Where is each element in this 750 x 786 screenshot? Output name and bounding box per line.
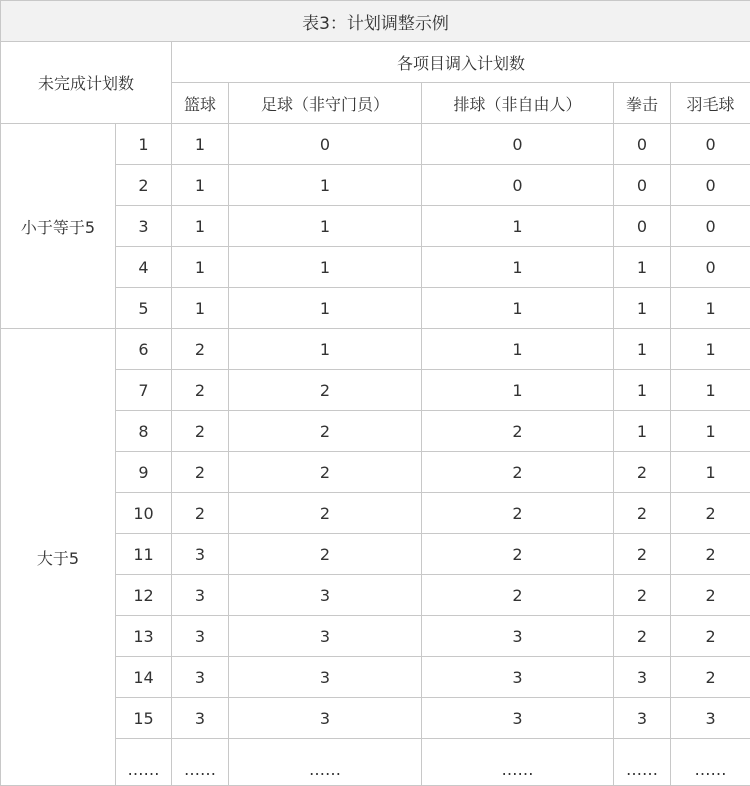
table-row (1, 124, 750, 165)
boxing-value-cell: 2 (614, 616, 671, 657)
volleyball-value-cell: 1 (422, 288, 614, 329)
boxing-value-cell: 2 (614, 452, 671, 493)
football-value-cell: 3 (229, 698, 422, 739)
ellipsis-cell: …… (229, 739, 422, 786)
football-value-cell: 0 (229, 124, 422, 165)
basketball-value-cell: 2 (172, 452, 229, 493)
badminton-value-cell: 1 (671, 288, 750, 329)
badminton-value-cell: 0 (671, 247, 750, 288)
unfinished-count-cell: 6 (116, 329, 172, 370)
unfinished-count-cell: 10 (116, 493, 172, 534)
group-label-le5: 小于等于5 (1, 124, 116, 329)
boxing-value-cell: 1 (614, 411, 671, 452)
football-value-cell: 2 (229, 534, 422, 575)
badminton-value-cell: 1 (671, 452, 750, 493)
basketball-value-cell: 3 (172, 657, 229, 698)
football-value-cell: 3 (229, 575, 422, 616)
sport-header-football: 足球（非守门员） (229, 83, 422, 124)
unfinished-header: 未完成计划数 (1, 42, 172, 124)
boxing-value-cell: 2 (614, 575, 671, 616)
badminton-value-cell: 0 (671, 124, 750, 165)
football-value-cell: 1 (229, 206, 422, 247)
volleyball-value-cell: 0 (422, 165, 614, 206)
basketball-value-cell: 3 (172, 698, 229, 739)
ellipsis-cell: …… (172, 739, 229, 786)
boxing-value-cell: 0 (614, 206, 671, 247)
basketball-value-cell: 1 (172, 124, 229, 165)
badminton-value-cell: 2 (671, 534, 750, 575)
boxing-value-cell: 2 (614, 493, 671, 534)
volleyball-value-cell: 1 (422, 206, 614, 247)
unfinished-count-cell: 13 (116, 616, 172, 657)
badminton-value-cell: 3 (671, 698, 750, 739)
boxing-value-cell: 1 (614, 288, 671, 329)
badminton-value-cell: 2 (671, 575, 750, 616)
volleyball-value-cell: 1 (422, 329, 614, 370)
football-value-cell: 3 (229, 616, 422, 657)
boxing-value-cell: 0 (614, 124, 671, 165)
sport-header-badminton: 羽毛球 (671, 83, 750, 124)
ellipsis-cell: …… (116, 739, 172, 786)
volleyball-value-cell: 3 (422, 657, 614, 698)
basketball-value-cell: 3 (172, 575, 229, 616)
sport-header-boxing: 拳击 (614, 83, 671, 124)
unfinished-count-cell: 14 (116, 657, 172, 698)
boxing-value-cell: 1 (614, 329, 671, 370)
boxing-value-cell: 0 (614, 165, 671, 206)
basketball-value-cell: 2 (172, 493, 229, 534)
football-value-cell: 2 (229, 411, 422, 452)
badminton-value-cell: 2 (671, 493, 750, 534)
basketball-value-cell: 1 (172, 165, 229, 206)
badminton-value-cell: 0 (671, 165, 750, 206)
football-value-cell: 2 (229, 452, 422, 493)
badminton-value-cell: 0 (671, 206, 750, 247)
basketball-value-cell: 3 (172, 616, 229, 657)
unfinished-count-cell: 7 (116, 370, 172, 411)
unfinished-count-cell: 1 (116, 124, 172, 165)
table-row (1, 329, 750, 370)
unfinished-count-cell: 2 (116, 165, 172, 206)
badminton-value-cell: 1 (671, 411, 750, 452)
badminton-value-cell: 1 (671, 370, 750, 411)
table-title: 表3：计划调整示例 (1, 1, 750, 42)
ellipsis-cell: …… (671, 739, 750, 786)
basketball-value-cell: 1 (172, 206, 229, 247)
basketball-value-cell: 2 (172, 329, 229, 370)
volleyball-value-cell: 1 (422, 247, 614, 288)
volleyball-value-cell: 2 (422, 452, 614, 493)
volleyball-value-cell: 3 (422, 698, 614, 739)
volleyball-value-cell: 0 (422, 124, 614, 165)
volleyball-value-cell: 2 (422, 534, 614, 575)
unfinished-count-cell: 9 (116, 452, 172, 493)
ellipsis-cell: …… (614, 739, 671, 786)
football-value-cell: 1 (229, 165, 422, 206)
boxing-value-cell: 1 (614, 370, 671, 411)
badminton-value-cell: 2 (671, 616, 750, 657)
football-value-cell: 1 (229, 247, 422, 288)
badminton-value-cell: 2 (671, 657, 750, 698)
badminton-value-cell: 1 (671, 329, 750, 370)
football-value-cell: 2 (229, 370, 422, 411)
unfinished-count-cell: 4 (116, 247, 172, 288)
group-label-gt5: 大于5 (1, 329, 116, 786)
unfinished-count-cell: 3 (116, 206, 172, 247)
volleyball-value-cell: 2 (422, 411, 614, 452)
basketball-value-cell: 2 (172, 411, 229, 452)
volleyball-value-cell: 2 (422, 493, 614, 534)
boxing-value-cell: 3 (614, 698, 671, 739)
football-value-cell: 1 (229, 288, 422, 329)
basketball-value-cell: 3 (172, 534, 229, 575)
ellipsis-cell: …… (422, 739, 614, 786)
boxing-value-cell: 1 (614, 247, 671, 288)
sport-header-volleyball: 排球（非自由人） (422, 83, 614, 124)
unfinished-count-cell: 15 (116, 698, 172, 739)
boxing-value-cell: 3 (614, 657, 671, 698)
sport-header-basketball: 篮球 (172, 83, 229, 124)
group-header: 各项目调入计划数 (172, 42, 750, 83)
football-value-cell: 3 (229, 657, 422, 698)
unfinished-count-cell: 5 (116, 288, 172, 329)
football-value-cell: 2 (229, 493, 422, 534)
unfinished-count-cell: 11 (116, 534, 172, 575)
basketball-value-cell: 1 (172, 247, 229, 288)
volleyball-value-cell: 3 (422, 616, 614, 657)
basketball-value-cell: 2 (172, 370, 229, 411)
football-value-cell: 1 (229, 329, 422, 370)
unfinished-count-cell: 12 (116, 575, 172, 616)
basketball-value-cell: 1 (172, 288, 229, 329)
unfinished-count-cell: 8 (116, 411, 172, 452)
boxing-value-cell: 2 (614, 534, 671, 575)
volleyball-value-cell: 1 (422, 370, 614, 411)
volleyball-value-cell: 2 (422, 575, 614, 616)
